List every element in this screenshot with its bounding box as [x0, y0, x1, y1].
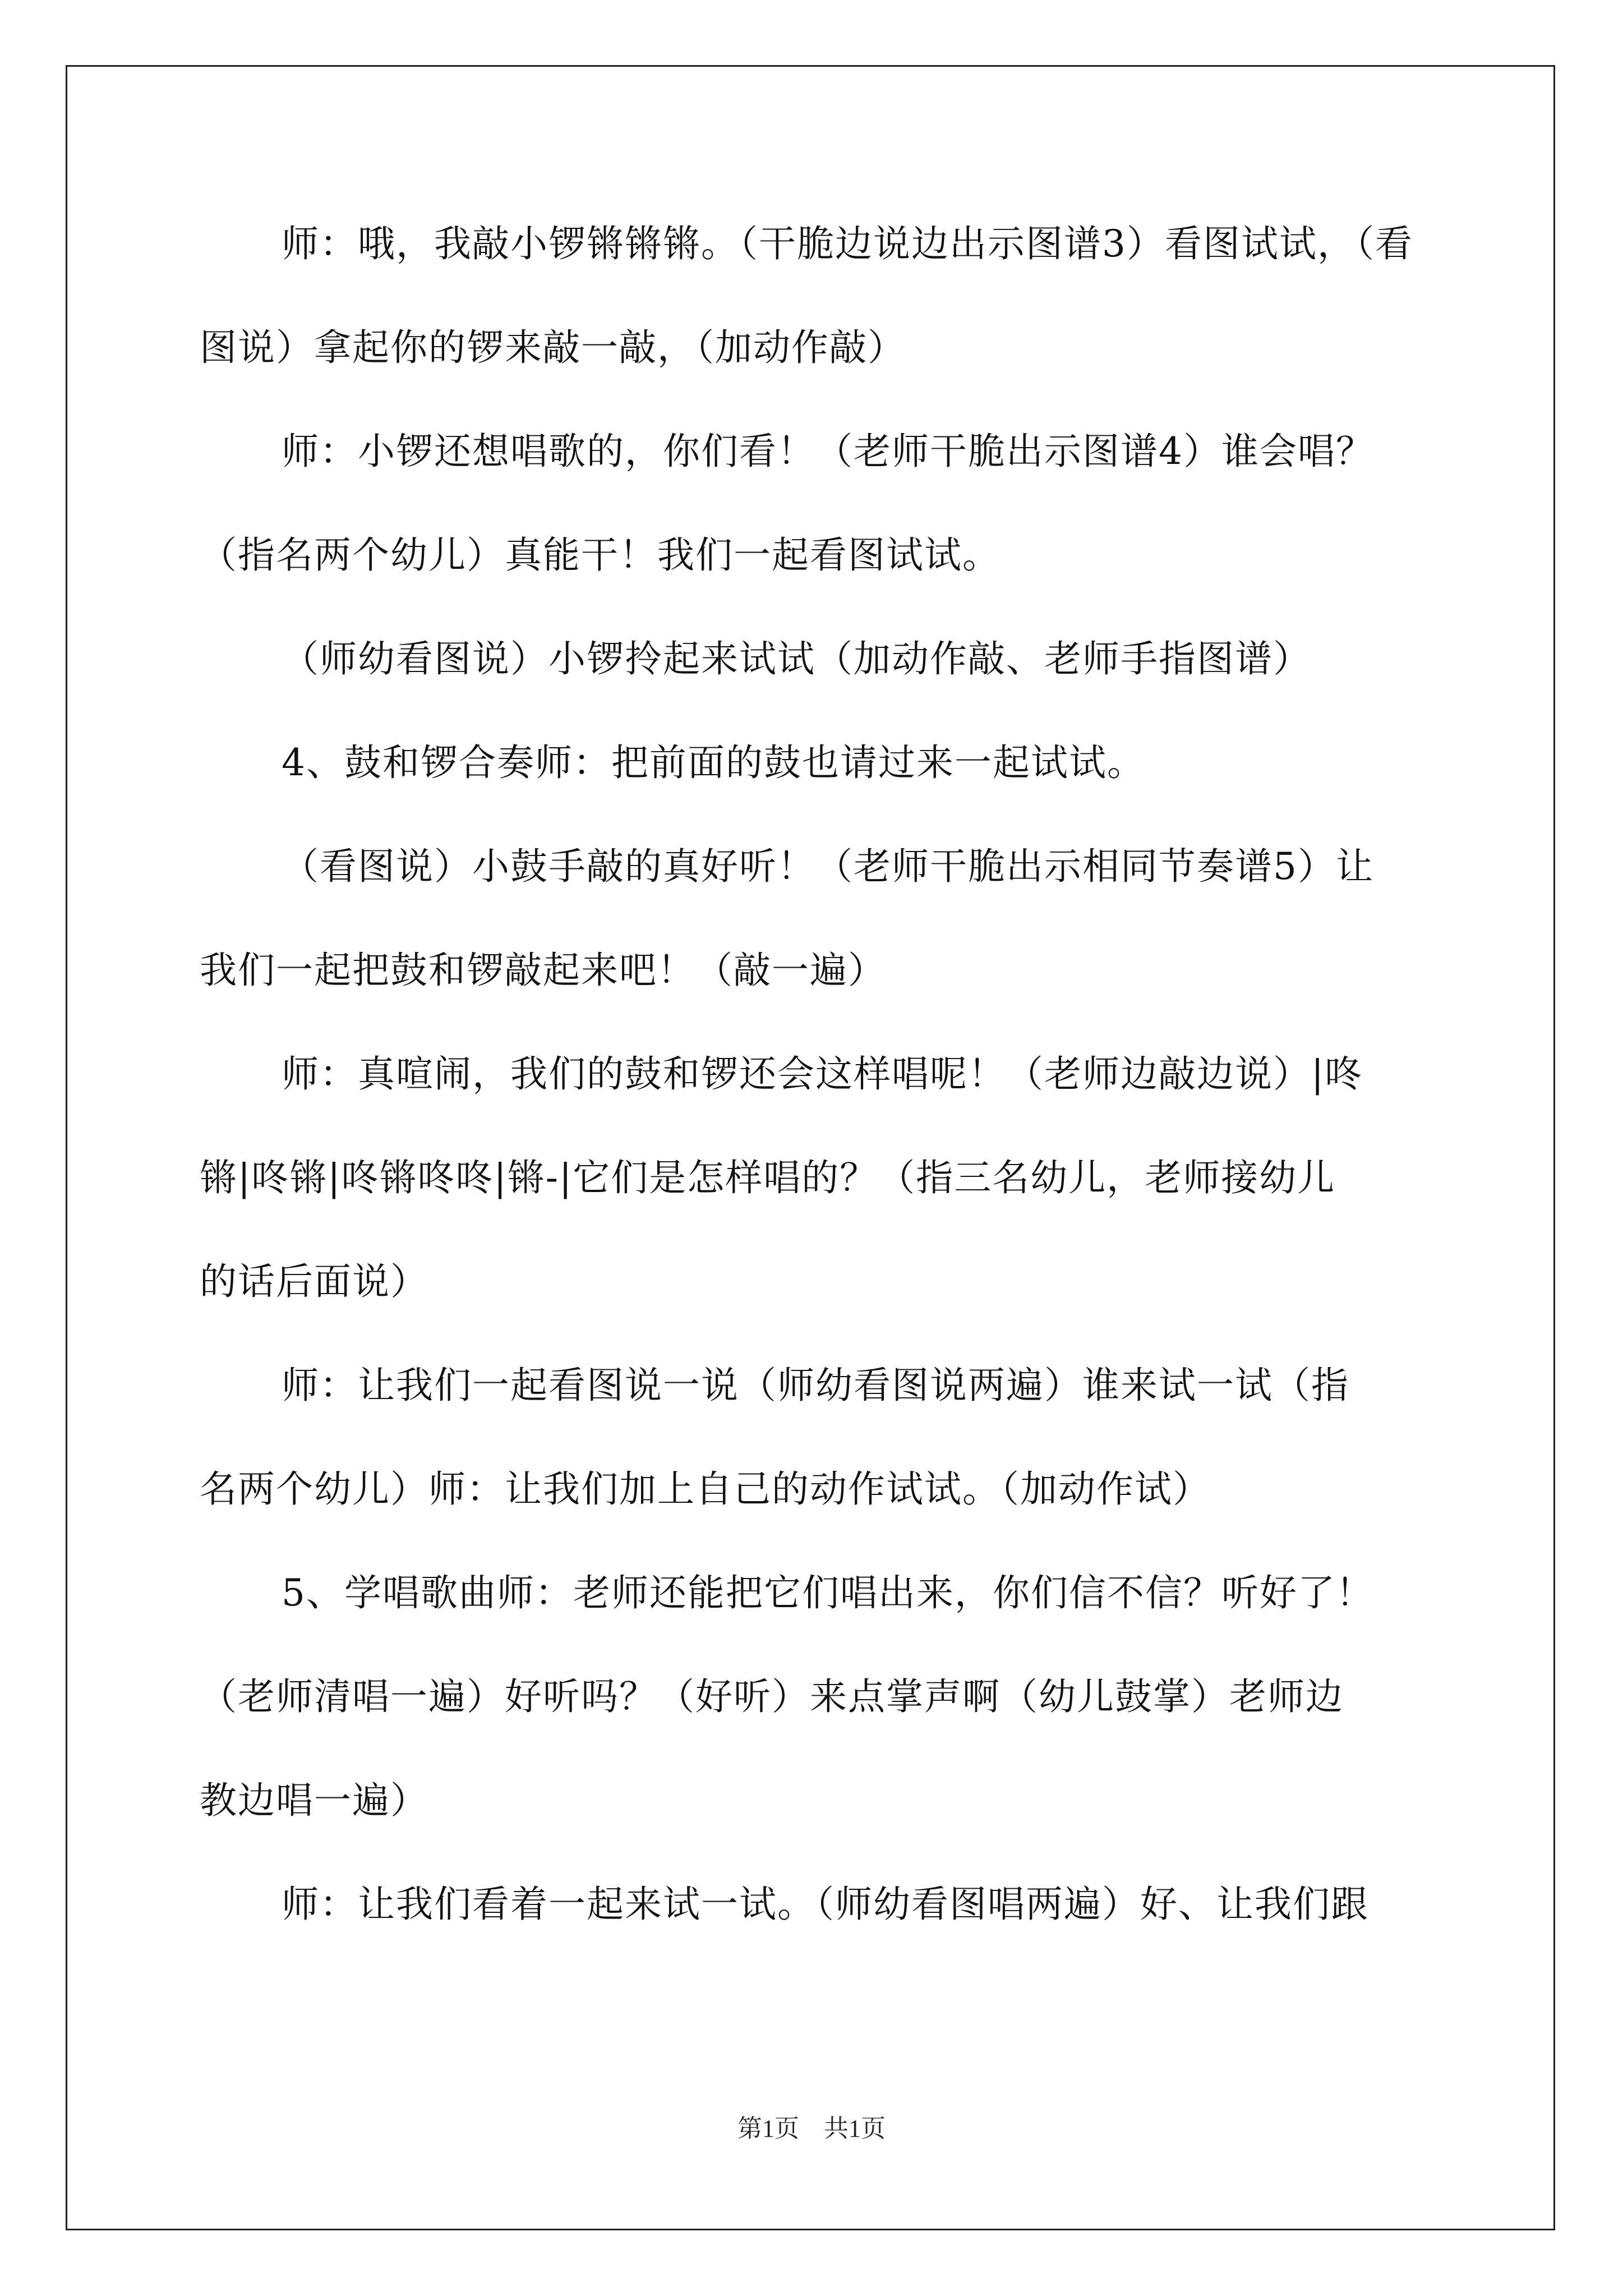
paragraph-line: 师：小锣还想唱歌的，你们看！（老师干脆出示图谱4）谁会唱？ — [282, 430, 1374, 473]
paragraph-line: 4、鼓和锣合奏师：把前面的鼓也请过来一起试试。 — [282, 741, 1145, 784]
paragraph-line: （老师清唱一遍）好听吗？（好听）来点掌声啊（幼儿鼓掌）老师边 — [200, 1675, 1344, 1718]
paragraph-line: 师：让我们一起看图说一说（师幼看图说两遍）谁来试一试（指 — [282, 1364, 1349, 1407]
paragraph-line: 我们一起把鼓和锣敲起来吧！（敲一遍） — [200, 949, 886, 992]
paragraph-line: 5、学唱歌曲师：老师还能把它们唱出来，你们信不信？听好了！ — [282, 1571, 1374, 1614]
paragraph-line: 的话后面说） — [200, 1260, 428, 1303]
paragraph-line: （师幼看图说）小锣拎起来试试（加动作敲、老师手指图谱） — [282, 637, 1311, 680]
page-number-footer: 第1页 共1页 — [737, 2115, 886, 2142]
paragraph-line: （指名两个幼儿）真能干！我们一起看图试试。 — [200, 533, 1000, 577]
paragraph-line: 师：真喧闹，我们的鼓和锣还会这样唱呢！（老师边敲边说）|咚 — [282, 1052, 1363, 1096]
paragraph-line: （看图说）小鼓手敲的真好听！（老师干脆出示相同节奏谱5）让 — [282, 845, 1374, 888]
paragraph-line: 锵|咚锵|咚锵咚咚|锵-|它们是怎样唱的？（指三名幼儿，老师接幼儿 — [200, 1156, 1336, 1199]
paragraph-line: 师：哦，我敲小锣锵锵锵。（干脆边说边出示图谱3）看图试试，（看 — [282, 222, 1413, 265]
paragraph-line: 师：让我们看着一起来试一试。（师幼看图唱两遍）好、让我们跟 — [282, 1883, 1369, 1926]
paragraph-line: 教边唱一遍） — [200, 1779, 428, 1822]
paragraph-line: 图说）拿起你的锣来敲一敲，（加动作敲） — [200, 326, 906, 369]
paragraph-line: 名两个幼儿）师：让我们加上自己的动作试试。（加动作试） — [200, 1467, 1211, 1511]
